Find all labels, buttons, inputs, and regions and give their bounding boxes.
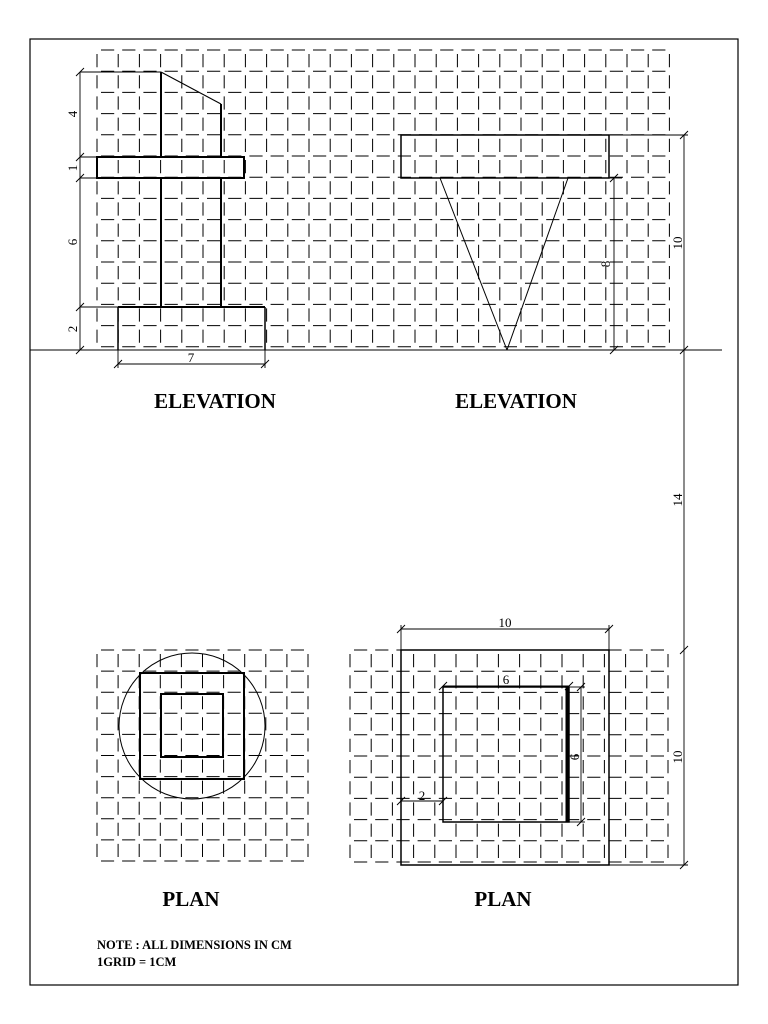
- right-plan-dimensions: [397, 625, 688, 869]
- grid-patterns: [97, 50, 669, 862]
- sheet-border: [30, 39, 738, 985]
- dim-elev-left-7: 7: [187, 350, 195, 365]
- dim-elev-left-4: 4: [65, 110, 80, 118]
- dim-elev-left-6: 6: [65, 238, 80, 246]
- grid-lines: [97, 50, 669, 862]
- note-line-2: 1GRID = 1CM: [97, 955, 177, 969]
- note-line-1: NOTE : ALL DIMENSIONS IN CM: [97, 938, 292, 952]
- dim-plan-right-10-side: 10: [670, 750, 685, 764]
- label-plan-left: PLAN: [162, 887, 220, 911]
- dim-elev-left-1: 1: [65, 164, 80, 172]
- right-elevation-outline: [401, 135, 609, 350]
- dim-plan-right-6-top: 6: [502, 672, 510, 687]
- label-elevation-left: ELEVATION: [154, 389, 276, 413]
- dim-plan-right-6-side: 6: [567, 753, 582, 761]
- dim-elev-right-10: 10: [670, 236, 685, 250]
- left-elevation-dimensions: [76, 68, 269, 368]
- dim-plan-right-2: 2: [418, 788, 426, 803]
- dim-gap-14: 14: [670, 493, 685, 507]
- label-elevation-right: ELEVATION: [455, 389, 577, 413]
- dim-elev-left-2: 2: [65, 325, 80, 333]
- dim-elev-right-8: 8: [598, 260, 613, 268]
- dim-plan-right-10-top: 10: [498, 615, 512, 630]
- label-plan-right: PLAN: [474, 887, 532, 911]
